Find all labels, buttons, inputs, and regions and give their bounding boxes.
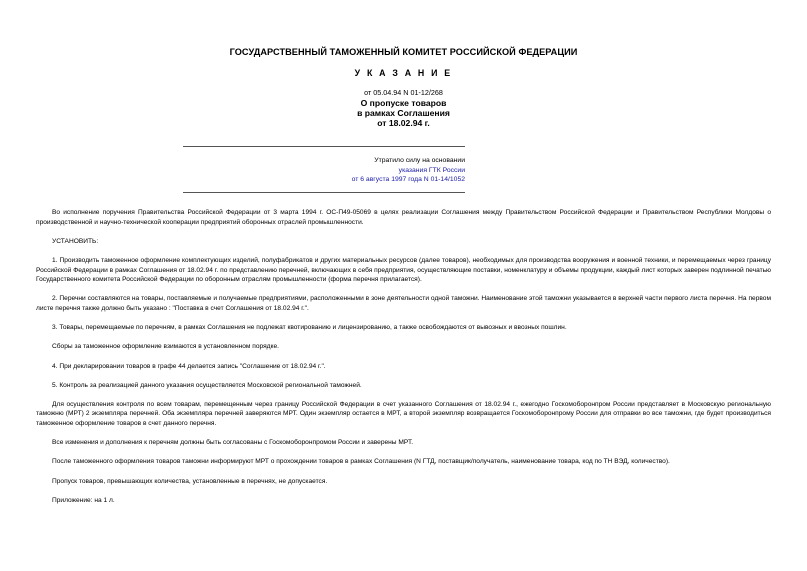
status-note [300,156,465,185]
paragraph-attachment: Приложение: на 1 л. [52,496,115,504]
paragraph-item-5: 5. Контроль за реализацией данного указания осуществляется Московской региональной таможней. [52,381,362,389]
paragraph-limit: Пропуск товаров, превышающих количества, установленные в перечнях, не допускается. [52,477,328,485]
paragraph-item-4: 4. При декларировании товаров в графе 44 делается запись "Соглашение от 18.02.94 г.". [52,362,326,370]
paragraph-control: Для осуществления контроля по всем товарам, перемещенным через границу Российской Федерации в счет указанного Соглашения от 18.02.94 г., ежегодно Госкомоборонпром России представляет в Московскую региональную таможню (МРТ) 2 экземпляра перечней. Оба экземпляра перечней заверяются МРТ. Один экземпляр остается в МРТ, а второй экземпляр возвращается Госкомоборонпрому России для отправки во все таможни, где будет производиться таможенное оформление товаров в счет данного перечня. [36,400,771,428]
document-type: У К А З А Н И Е [354,68,453,78]
paragraph-fees: Сборы за таможенное оформление взимаются в установленном порядке. [52,343,279,351]
paragraph-establish: УСТАНОВИТЬ: [52,237,99,245]
divider-bottom [183,192,465,193]
title-line: от 18.02.94 г. [377,118,430,128]
document-title [0,98,807,128]
title-line: в рамках Соглашения [357,108,450,118]
title-line: О пропуске товаров [360,98,447,108]
paragraph-informing: После таможенного оформления товаров таможни информируют МРТ о прохождении товаров в рамках Соглашения (N ГТД, поставщик/получатель, наименование товара, код по ТН ВЭД, количество). [52,458,670,466]
status-line: Утратило силу на основании [374,157,465,164]
status-link[interactable]: указания ГТК России [398,166,465,174]
paragraph-item-1: 1. Производить таможенное оформление комплектующих изделий, полуфабрикатов и других материальных ресурсов (далее товаров), необходимых для производства вооружения и военной техники, и перемещаемых через границу Российской Федерации в рамках Соглашения от 18.02.94 г. по представлению перечней, включающих в себя предприятия, осуществляющие поставки, номенклатуру и объемы продукции, каждый лист которых заверен подлинной печатью Государственного комитета Российской Федерации по оборонным отраслям промышленности (форма перечня прилагается). [36,256,771,284]
status-link-date[interactable]: от 6 августа 1997 года N 01-14/1052 [351,176,465,184]
paragraph-preamble: Во исполнение поручения Правительства Российской Федерации от 3 марта 1994 г. ОС-П49-05069 в целях реализации Соглашения между Правительством Российской Федерации и Правительством Республики Молдовы о производственной и научно-технической кооперации предприятий оборонных отраслей промышленности. [36,209,771,226]
paragraph-changes: Все изменения и дополнения к перечням должны быть согласованы с Госкомоборонпромом России и заверены МРТ. [52,439,414,447]
organization-heading: ГОСУДАРСТВЕННЫЙ ТАМОЖЕННЫЙ КОМИТЕТ РОССИЙСКОЙ ФЕДЕРАЦИИ [229,47,578,57]
document-body [36,208,771,505]
paragraph-item-2: 2. Перечни составляются на товары, поставляемые и получаемые предприятиями, расположенными в зоне деятельности одной таможни. Наименование этой таможни указывается в верхней части первого листа перечня. На первом листе перечня также должно быть указано : "Поставка в счет Соглашения от 18.02.94 г.". [36,295,771,312]
divider-top [183,146,465,147]
document-date-number: от 05.04.94 N 01-12/268 [364,88,443,97]
paragraph-item-3: 3. Товары, перемещаемые по перечням, в рамках Соглашения не подлежат квотированию и лицензированию, а также освобождаются от вывозных и ввозных пошлин. [52,324,567,332]
